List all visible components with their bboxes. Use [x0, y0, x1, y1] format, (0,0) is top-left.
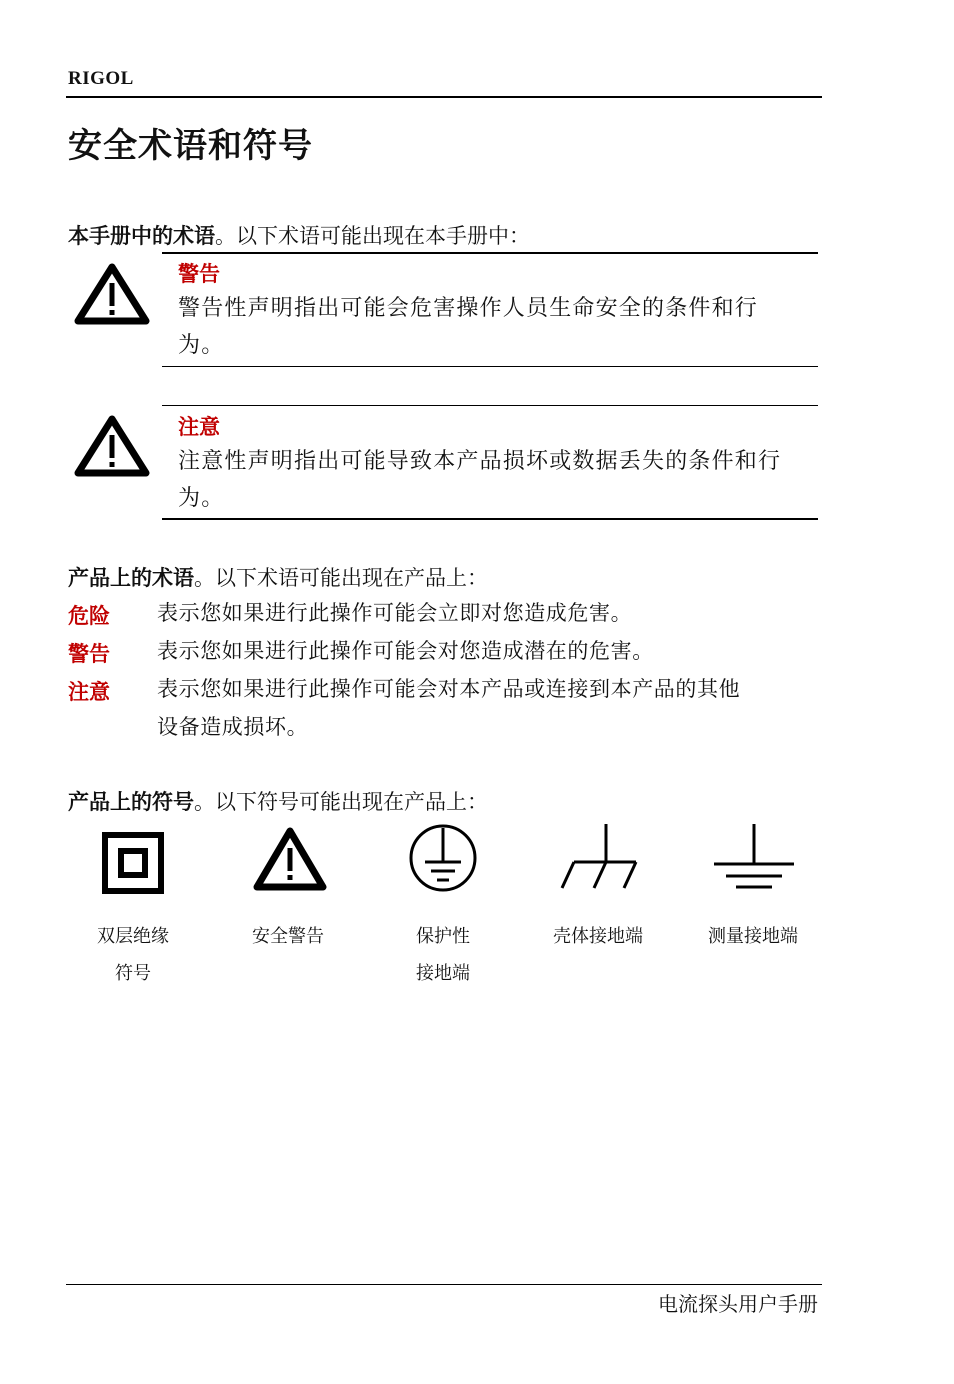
symbol-label-measurement-ground — [693, 918, 813, 955]
safety-warning-icon — [252, 826, 328, 892]
term-danger-definition-line1: 表示您如果进行此操作可能会立即对您造成危害。 — [157, 601, 633, 625]
symbol-label-chassis-ground-line1: 壳体接地端 — [553, 926, 643, 947]
warning-triangle-icon — [73, 262, 151, 326]
term-warning: 警告 — [68, 642, 110, 666]
measurement-ground-icon — [710, 822, 798, 892]
symbol-label-double-insulation — [73, 918, 193, 992]
product-symbols-intro-bold: 产品上的符号 — [68, 790, 194, 814]
symbol-label-protective-earth — [383, 918, 503, 992]
warning-text — [178, 290, 818, 364]
symbol-label-protective-earth-line1: 保护性 — [416, 926, 470, 947]
warning-box-top-rule — [162, 252, 818, 254]
footer-rule — [66, 1284, 822, 1285]
caution-box-bottom-rule — [162, 518, 818, 520]
product-terms-intro — [68, 562, 488, 592]
product-symbols-intro — [68, 786, 488, 816]
manual-terms-intro-rest: 。以下术语可能出现在本手册中： — [215, 224, 530, 248]
brand-logo-text: RIGOL — [68, 68, 134, 89]
double-insulation-icon — [102, 832, 164, 894]
manual-terms-intro-bold: 本手册中的术语 — [68, 224, 215, 248]
symbol-label-double-insulation-line1: 双层绝缘 — [97, 926, 169, 947]
product-terms-intro-bold: 产品上的术语 — [68, 566, 194, 590]
caution-text-line2: 为。 — [178, 486, 225, 511]
term-danger-definition — [157, 594, 632, 632]
caution-box-top-rule — [162, 405, 818, 406]
symbol-label-double-insulation-line2: 符号 — [115, 963, 151, 984]
term-caution-definition-line2: 设备造成损坏。 — [157, 715, 309, 739]
header-rule — [66, 96, 822, 98]
protective-earth-icon — [407, 822, 479, 894]
symbol-label-measurement-ground-line1: 测量接地端 — [708, 926, 798, 947]
term-danger: 危险 — [68, 604, 110, 628]
product-symbols-intro-rest: 。以下符号可能出现在产品上： — [194, 790, 488, 814]
caution-triangle-icon — [73, 414, 151, 478]
caution-title: 注意 — [178, 415, 220, 439]
warning-title: 警告 — [178, 262, 220, 286]
product-terms-intro-rest: 。以下术语可能出现在产品上： — [194, 566, 488, 590]
caution-text — [178, 443, 818, 517]
term-caution-definition — [157, 670, 740, 746]
warning-text-line1: 警告性声明指出可能会危害操作人员生命安全的条件和行 — [178, 296, 759, 321]
symbol-label-chassis-ground — [538, 918, 658, 955]
chassis-ground-icon — [556, 822, 640, 892]
term-warning-definition — [157, 632, 654, 670]
footer-manual-title: 电流探头用户手册 — [658, 1292, 818, 1316]
term-caution-definition-line1: 表示您如果进行此操作可能会对本产品或连接到本产品的其他 — [157, 677, 741, 701]
manual-terms-intro — [68, 220, 530, 250]
symbol-label-safety-warning-line1: 安全警告 — [252, 926, 324, 947]
warning-box-bottom-rule — [162, 366, 818, 367]
symbol-label-safety-warning — [228, 918, 348, 955]
term-caution: 注意 — [68, 680, 110, 704]
caution-text-line1: 注意性声明指出可能导致本产品损坏或数据丢失的条件和行 — [178, 449, 782, 474]
symbol-label-protective-earth-line2: 接地端 — [416, 963, 470, 984]
page-title: 安全术语和符号 — [68, 126, 313, 166]
term-warning-definition-line1: 表示您如果进行此操作可能会对您造成潜在的危害。 — [157, 639, 654, 663]
warning-text-line2: 为。 — [178, 333, 225, 358]
